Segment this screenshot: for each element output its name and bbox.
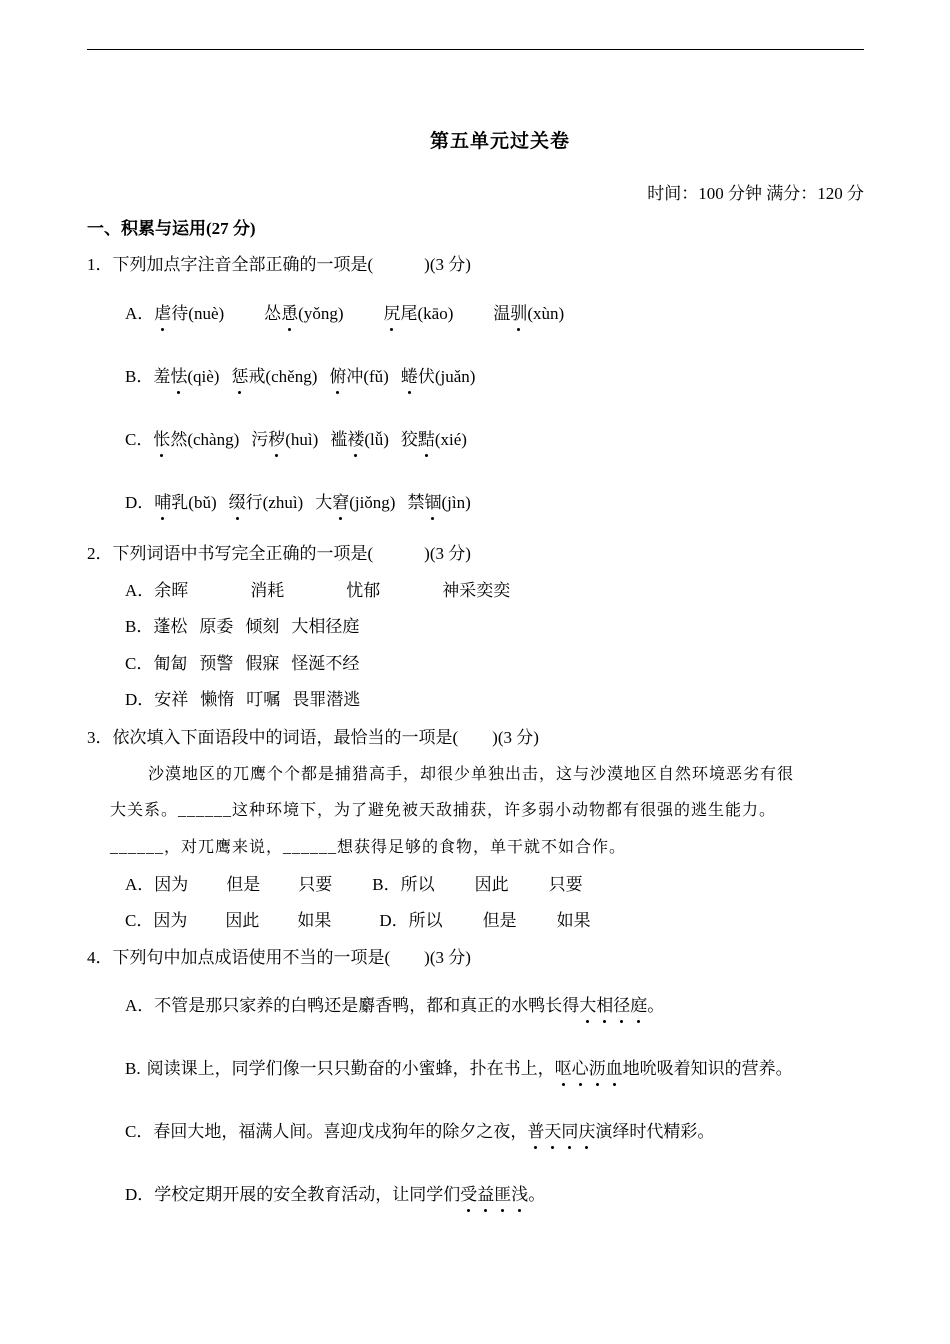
word: 尻尾(kāo): [383, 304, 454, 323]
word: 叮嘱: [246, 690, 281, 709]
word: 匍匐: [153, 654, 188, 673]
word: 怪涎不经: [291, 654, 360, 673]
section-heading: 一、积累与运用(27 分): [87, 219, 256, 238]
page-title: 第五单元过关卷: [429, 131, 570, 152]
passage-line-2: 大关系。______这种环境下，为了避免被天敌捕获，许多弱小动物都有很强的逃生能力。: [110, 802, 777, 819]
sentence-text: 春回大地，福满人间。喜迎戊戌狗年的除夕之夜，: [153, 1122, 528, 1141]
question-1-option-b: [125, 366, 475, 388]
option-label: B．: [125, 367, 154, 386]
word: 预警: [199, 654, 234, 673]
word: 因此: [225, 911, 260, 930]
question-3-options-cd: [125, 910, 591, 932]
dotted-idiom: 大相径庭: [579, 996, 648, 1015]
word: 但是: [226, 875, 261, 894]
sentence-text: 地吮吸着知识的营养。: [622, 1059, 793, 1078]
word: 怂恿(yǒng): [264, 304, 344, 323]
word: 只要: [548, 875, 583, 894]
word: 大相径庭: [291, 617, 360, 636]
word: 大窘(jiǒng): [315, 493, 396, 512]
word: 所以: [408, 911, 443, 930]
word: 温驯(xùn): [493, 304, 565, 323]
question-3-stem: 3．依次填入下面语段中的词语，最恰当的一项是( )(3 分): [87, 728, 539, 747]
dotted-idiom: 呕心沥血: [554, 1059, 623, 1078]
option-label: D．: [125, 1185, 155, 1204]
word: 因为: [154, 875, 189, 894]
question-4-option-c: [125, 1121, 714, 1143]
word: 倾刻: [245, 617, 280, 636]
word: 因此: [474, 875, 509, 894]
option-label: D．: [125, 690, 155, 709]
word: 神采奕奕: [442, 581, 511, 600]
option-label: C．: [125, 654, 154, 673]
passage-line-1: 沙漠地区的兀鹰个个都是捕猎高手，却很少单独出击，这与沙漠地区自然环境恶劣有很: [148, 766, 795, 783]
word: 狡黠(xié): [400, 430, 467, 449]
word: 惩戒(chěng): [231, 367, 318, 386]
dotted-idiom: 受益匪浅: [460, 1185, 529, 1204]
word: 但是: [482, 911, 517, 930]
option-label: C．: [125, 1122, 154, 1141]
question-1-option-c: [125, 429, 467, 451]
header-rule: [87, 49, 864, 50]
passage-line-3: ______，对兀鹰来说，______想获得足够的食物，单干就不如合作。: [110, 839, 627, 856]
word: 畏罪潜逃: [292, 690, 361, 709]
time-score-info: 时间：100 分钟 满分：120 分: [647, 184, 864, 203]
sentence-text: 不管是那只家养的白鸭还是麝香鸭，都和真正的水鸭长得: [154, 996, 580, 1015]
question-2-option-c: [125, 653, 359, 675]
option-label: B．: [125, 617, 154, 636]
option-label: B．: [372, 875, 401, 894]
option-label: A．: [125, 581, 155, 600]
question-2-stem: 2．下列词语中书写完全正确的一项是( )(3 分): [87, 544, 471, 563]
word: 懒惰: [200, 690, 235, 709]
word: 蜷伏(juǎn): [400, 367, 476, 386]
option-label: A．: [125, 996, 155, 1015]
option-label: C．: [125, 911, 154, 930]
option-label: D．: [125, 493, 155, 512]
dotted-idiom: 普天同庆: [527, 1122, 596, 1141]
question-3-options-ab: [125, 874, 583, 896]
word: 原委: [199, 617, 234, 636]
word: 俯冲(fǔ): [329, 367, 389, 386]
question-4-stem: 4．下列句中加点成语使用不当的一项是( )(3 分): [87, 948, 471, 967]
word: 虐待(nuè): [154, 304, 225, 323]
question-4-option-a: [125, 995, 664, 1017]
word: 哺乳(bǔ): [154, 493, 217, 512]
word: 因为: [153, 911, 188, 930]
sentence-text: 阅读课上，同学们像一只只勤奋的小蜜蜂，扑在书上，: [146, 1059, 555, 1078]
sentence-text: 演绎时代精彩。: [595, 1122, 715, 1141]
word: 忧郁: [346, 581, 381, 600]
word: 怅然(chàng): [153, 430, 240, 449]
question-1-stem: 1．下列加点字注音全部正确的一项是( )(3 分): [87, 255, 471, 274]
word: 污秽(huì): [251, 430, 319, 449]
question-1-option-d: [125, 492, 471, 514]
word: 禁锢(jìn): [407, 493, 471, 512]
question-4-option-d: [125, 1184, 545, 1206]
option-label: D．: [379, 911, 409, 930]
sentence-text: 。: [647, 996, 665, 1015]
word: 消耗: [250, 581, 285, 600]
word: 蓬松: [153, 617, 188, 636]
sentence-text: 。: [528, 1185, 546, 1204]
word: 羞怯(qiè): [153, 367, 220, 386]
option-label: A．: [125, 875, 155, 894]
word: 所以: [400, 875, 435, 894]
word: 只要: [298, 875, 333, 894]
word: 如果: [556, 911, 591, 930]
question-2-option-b: [125, 616, 359, 638]
question-2-option-a: [125, 580, 510, 602]
question-2-option-d: [125, 689, 360, 711]
question-1-option-a: [125, 303, 564, 325]
option-label: B.: [125, 1059, 141, 1078]
option-label: A．: [125, 304, 155, 323]
question-4-option-b: [125, 1058, 793, 1080]
word: 假寐: [245, 654, 280, 673]
sentence-text: 学校定期开展的安全教育活动，让同学们: [154, 1185, 461, 1204]
word: 缀行(zhuì): [228, 493, 304, 512]
word: 褴褛(lǚ): [330, 430, 389, 449]
word: 安祥: [154, 690, 189, 709]
option-label: C．: [125, 430, 154, 449]
word: 如果: [297, 911, 332, 930]
word: 余晖: [154, 581, 189, 600]
